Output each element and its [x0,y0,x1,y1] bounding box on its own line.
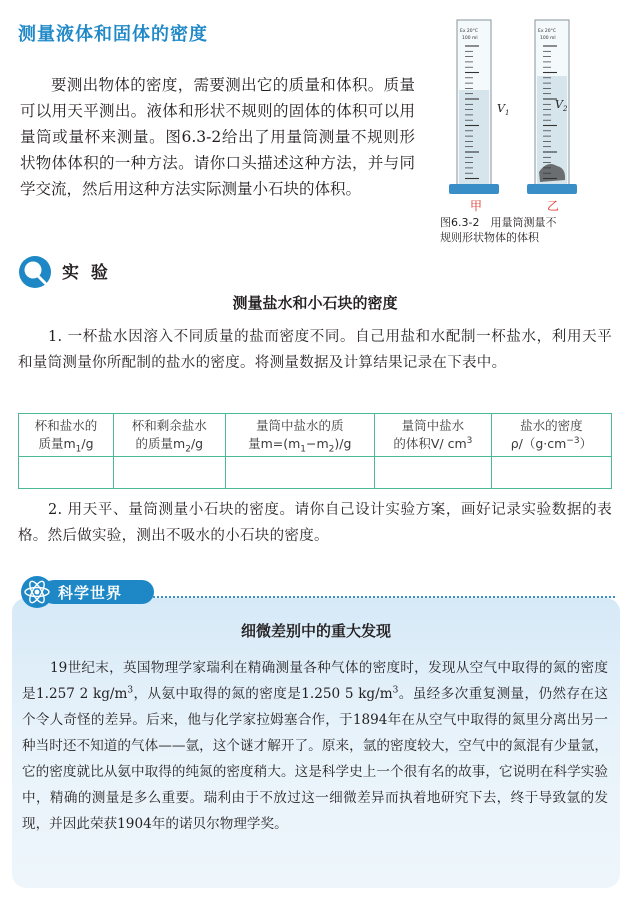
table-cell [19,457,114,489]
figure-caption [440,215,620,245]
section-title: 测量液体和固体的密度 [18,24,208,45]
table-header-cylinder-salt-water-mass: 量筒中盐水的质 量$m=(m_1-m_2)/g$ [225,414,374,457]
science-world-badge [20,575,156,609]
table-cell [225,457,374,489]
label-jia: 甲 [470,199,483,213]
intro-paragraph: 要测出物体的密度，需要测出它的质量和体积。质量可以用天平测出。液体和形状不规则的固体的体积可以用量筒或量杯来测量。图6.3-2给出了用量筒测量不规则形状物体体积的一种方法。请你口头描述这种方法，并与同学交流，然后用这种方法实际测量小石块的体积。 [20,76,415,198]
experiment-paragraph-2: 2. 用天平、量筒测量小石块的密度。请你自己设计实验方案，画好记录实验数据的表格。然后做实验，测出不吸水的小石块的密度。 [18,502,612,544]
table-header-cup-and-salt-water-mass: 杯和盐水的 质量$m_1/g$ [19,414,114,457]
table-row [19,457,612,489]
cylinder-left [449,20,509,213]
experiment-paragraph-1: 1. 一杯盐水因溶入不同质量的盐而密度不同。自己用盐和水配制一杯盐水，利用天平和量筒测量你所配制的盐水的密度。将测量数据及计算结果记录在下表中。 [18,329,612,371]
experiment-icon [18,255,52,289]
science-world-paragraph: 19世纪末，英国物理学家瑞利在精确测量各种气体的密度时，发现从空气中取得的氮的密度是1.257 2 $kg/m^3$，从氨中取得的氮的密度是1.250 5 $kg/m^3$。虽经多次重复测量，仍然存在这个令人奇怪的差异。后来，他与化学家拉姆塞合作，于1894年在从空气中取得的氮里分离出另一种当时还不知道的气体——氩，这个谜才解开了。原来，氩的密度较大，空气中的氮混有少量氩，它的密度就比从氨中取得的纯氮的密度稍大。这是科学史上一个很有名的故事，它说明在科学实验中，精确的测量是多么重要。瑞利由于不放过这一细微差异而执着地研究下去，终于导致氩的发现，并因此荣获1904年的诺贝尔物理学奖。 [22,660,609,832]
dotted-divider [150,596,615,598]
cylinder-cap-left: 100 ml [462,36,478,41]
table-cell [114,457,226,489]
science-world-title: 细微差别中的重大发现 [240,622,391,640]
cylinder-right [527,20,577,213]
figure-caption-line2: 规则形状物体的体积 [440,231,539,244]
v1-label: $V_1$ [497,102,510,117]
table-header-salt-water-density: 盐水的密度 $\rho/(g\cdot cm^{-3})$ [491,414,611,457]
experiment-label: 实 验 [62,263,111,283]
table-header-cup-and-remaining-mass: 杯和剩余盐水 的质量$m_2/g$ [114,414,226,457]
figure-caption-line1: 图6.3-2 用量筒测量不 [440,216,557,229]
salt-water-density-table [18,413,612,489]
table-header-cylinder-salt-water-volume: 量筒中盐水 的体积V/ $cm^3$ [374,414,491,457]
table-cell [374,457,491,489]
cylinder-tag-left: Ex 20°C [460,29,479,34]
table-cell [491,457,611,489]
v2-label: $V_2$ [555,98,568,113]
experiment-title: 测量盐水和小石块的密度 [232,294,398,312]
cylinder-cap-right: 100 ml [540,36,556,41]
label-yi: 乙 [547,199,560,213]
science-world-label: 科学世界 [58,584,123,602]
cylinder-tag-right: Ex 20°C [538,29,557,34]
